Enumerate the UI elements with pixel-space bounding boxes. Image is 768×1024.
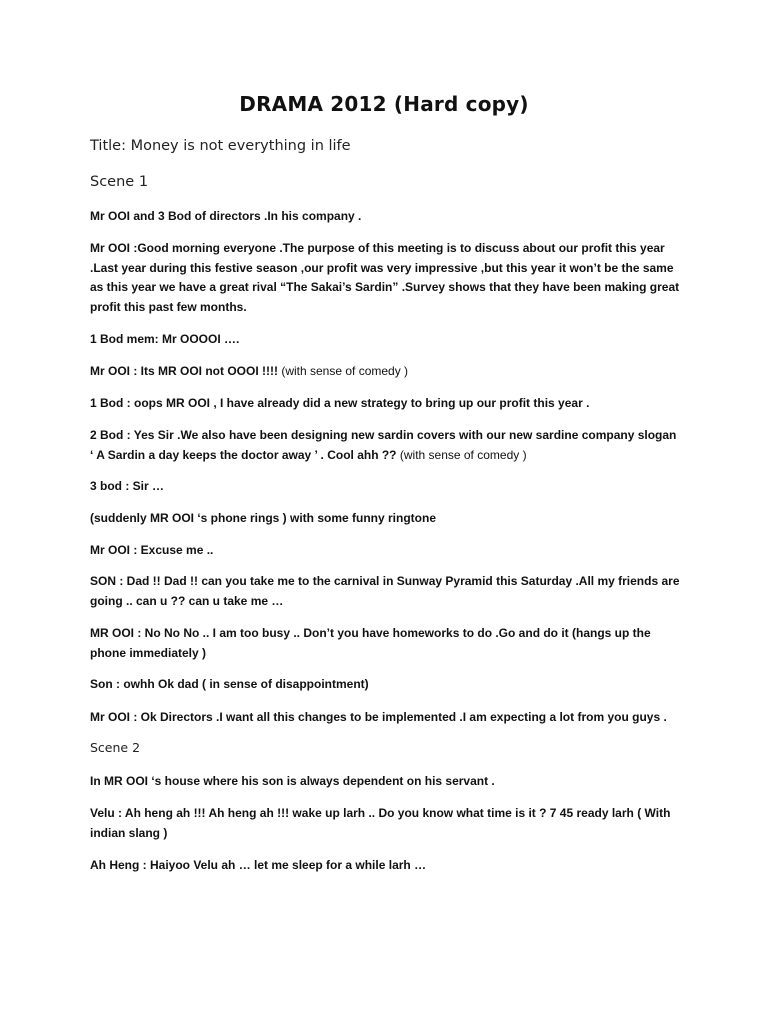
paragraph-14: In MR OOI ‘s house where his son is always dependent on his servant . [90,774,495,788]
scene-1-heading: Scene 1 [90,174,149,190]
paragraph-16: Ah Heng : Haiyoo Velu ah … let me sleep for a while larh … [90,858,427,872]
paragraph-12: Son : owhh Ok dad ( in sense of disappointment) [90,677,369,691]
paragraph-6 [90,426,682,465]
paragraph-4-dialogue: Mr OOI : Its MR OOI not OOOI !!!! [90,364,282,378]
play-title: Title: Money is not everything in life [90,138,351,154]
paragraph-6-direction: (with sense of comedy ) [399,447,527,462]
paragraph-13: Mr OOI : Ok Directors .I want all this changes to be implemented .I am expecting a lot from you guys . [90,710,667,724]
paragraph-5: 1 Bod : oops MR OOI , I have already did a new strategy to bring up our profit this year . [90,396,590,410]
paragraph-15: Velu : Ah heng ah !!! Ah heng ah !!! wake up larh .. Do you know what time is it ? 7 45 ready larh ( With indian slang ) [90,806,671,840]
paragraph-8: (suddenly MR OOI ‘s phone rings ) with some funny ringtone [90,511,437,525]
paragraph-10: SON : Dad !! Dad !! can you take me to the carnival in Sunway Pyramid this Saturday .All my friends are going .. can u ?? can u take me … [90,574,680,608]
paragraph-11: MR OOI : No No No .. I am too busy .. Don’t you have homeworks to do .Go and do it (hangs up the phone immediately ) [90,626,651,660]
paragraph-4 [90,362,682,382]
paragraph-4-direction: (with sense of comedy ) [281,364,409,378]
paragraph-6-dialogue: 2 Bod : Yes Sir .We also have been designing new sardin covers with our new sardine company slogan ‘ A Sardin a day keeps the doctor away ’ . Cool ahh ?? [90,428,677,462]
paragraph-3: 1 Bod mem: Mr OOOOI …. [90,332,240,346]
paragraph-9: Mr OOI : Excuse me .. [90,543,214,557]
paragraph-2: Mr OOI :Good morning everyone .The purpose of this meeting is to discuss about our profit this year .Last year during this festive season ,our profit was very impressive ,but this year it won’t be the same as this year we have a great rival “The Sakai’s Sardin” .Survey shows that they have been making great profit this past few months. [90,241,680,314]
scene-2-heading: Scene 2 [90,740,141,755]
document-title: DRAMA 2012 (Hard copy) [239,92,529,116]
paragraph-1: Mr OOI and 3 Bod of directors .In his company . [90,209,362,223]
paragraph-7: 3 bod : Sir … [90,479,165,493]
